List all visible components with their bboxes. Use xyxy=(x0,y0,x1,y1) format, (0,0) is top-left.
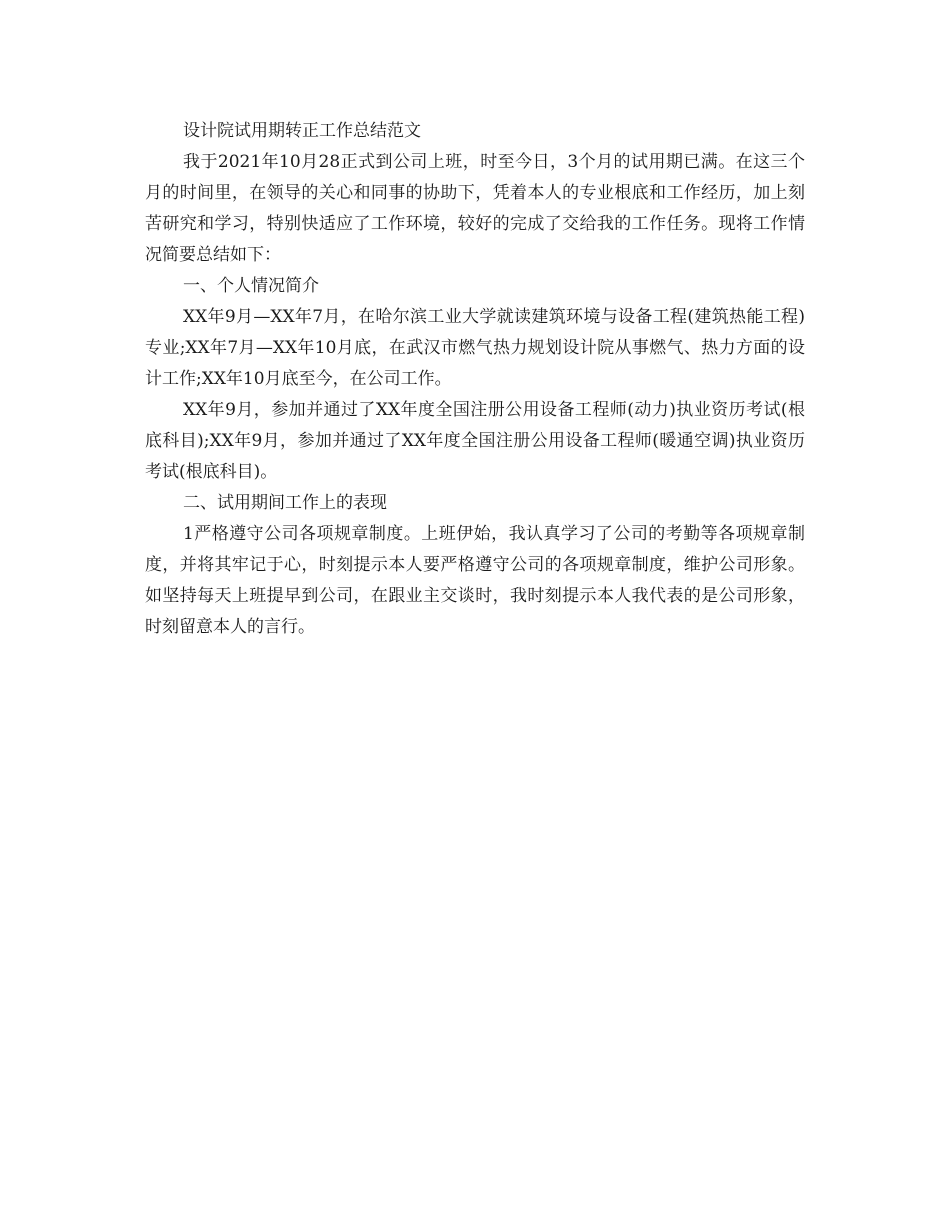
document-body xyxy=(145,116,805,643)
paragraph-education: XX年9月—XX年7月，在哈尔滨工业大学就读建筑环境与设备工程(建筑热能工程)专业;XX年7月—XX年10月底，在武汉市燃气热力规划设计院从事燃气、热力方面的设计工作;XX年10月底至今，在公司工作。 xyxy=(145,307,805,389)
document-title: 设计院试用期转正工作总结范文 xyxy=(183,121,421,141)
section-heading-personal: 一、个人情况简介 xyxy=(183,276,319,296)
section-heading-performance: 二、试用期间工作上的表现 xyxy=(183,493,387,513)
paragraph-intro: 我于2021年10月28正式到公司上班，时至今日，3个月的试用期已满。在这三个月的时间里，在领导的关心和同事的协助下，凭着本人的专业根底和工作经历，加上刻苦研究和学习，特别快适应了工作环境，较好的完成了交给我的工作任务。现将工作情况简要总结如下： xyxy=(145,152,805,265)
paragraph-exams: XX年9月，参加并通过了XX年度全国注册公用设备工程师(动力)执业资历考试(根底科目);XX年9月，参加并通过了XX年度全国注册公用设备工程师(暖通空调)执业资历考试(根底科目)。 xyxy=(145,400,805,482)
paragraph-rules: 1严格遵守公司各项规章制度。上班伊始，我认真学习了公司的考勤等各项规章制度，并将其牢记于心，时刻提示本人要严格遵守公司的各项规章制度，维护公司形象。如坚持每天上班提早到公司，在跟业主交谈时，我时刻提示本人我代表的是公司形象，时刻留意本人的言行。 xyxy=(145,524,805,637)
